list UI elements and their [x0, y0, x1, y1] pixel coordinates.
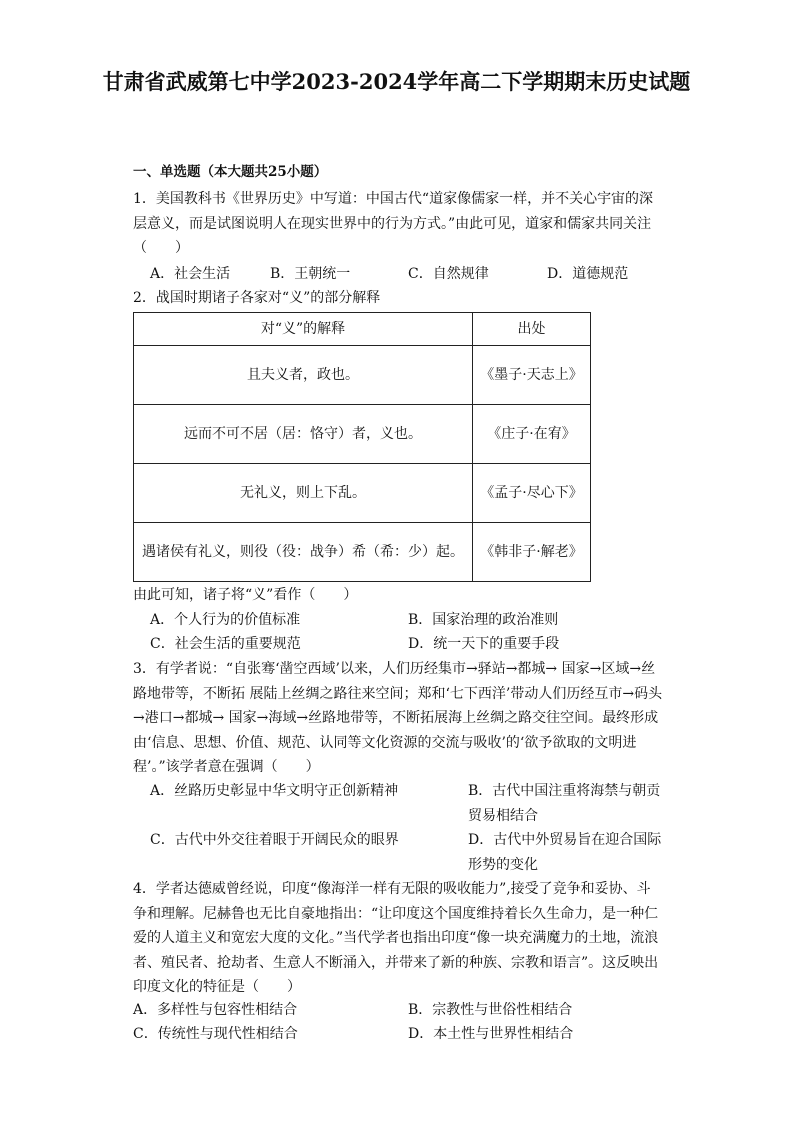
- table-cell-source: 《墨子·天志上》: [473, 346, 591, 405]
- question-2-options: [150, 608, 670, 658]
- question-2-stem: 2．战国时期诸子各家对“义”的部分解释: [133, 290, 381, 306]
- table-cell-definition: 且夫义者，政也。: [134, 346, 473, 405]
- table-row: [134, 346, 591, 405]
- table-cell-definition: 远而不可不居（居：恪守）者，义也。: [134, 405, 473, 464]
- option-a: A．社会生活: [150, 266, 231, 282]
- option-c: C．传统性与现代性相结合: [133, 1026, 298, 1042]
- definition-table: [133, 312, 591, 582]
- option-d: D．统一天下的重要手段: [408, 636, 560, 652]
- question-1: [133, 187, 663, 261]
- option-b: B．古代中国注重将海禁与朝贡贸易相结合: [468, 783, 661, 824]
- option-c: C．社会生活的重要规范: [150, 636, 301, 652]
- option-d: D．本土性与世界性相结合: [408, 1026, 574, 1042]
- question-1-options: [150, 262, 670, 287]
- option-b: B．王朝统一: [270, 266, 351, 282]
- question-3-stem: 3．有学者说：“自张骞‘凿空西域’以来，人们历经集市→驿站→都城→ 国家→区域→丝路地带等，不断拓 展陆上丝绸之路往来空间；郑和‘七下西洋’带动人们历经互市→码头→港口→都城→ 国家→海域→丝路地带等，不断拓展海上丝绸之路交往空间。最终形成由‘信息、思想、价值、规范、认同等文化资源的交流与吸收’的‘欲予欲取的文明进程’。”该学者意在强调（ ）: [133, 661, 663, 775]
- option-c: C．古代中外交往着眼于开阔民众的眼界: [150, 832, 399, 848]
- table-header-source: 出处: [473, 313, 591, 346]
- question-2-followup: 由此可知，诸子将“义”看作（ ）: [133, 587, 358, 603]
- table-row: [134, 523, 591, 582]
- table-cell-source: 《庄子·在宥》: [473, 405, 591, 464]
- option-a: A．丝路历史彰显中华文明守正创新精神: [150, 783, 399, 799]
- option-b: B．宗教性与世俗性相结合: [408, 1002, 573, 1018]
- option-d: D．古代中外贸易旨在迎合国际形势的变化: [468, 832, 662, 873]
- question-3-options: [150, 779, 665, 879]
- option-b: B．国家治理的政治准则: [408, 612, 559, 628]
- table-cell-definition: 遇诸侯有礼义，则役（役：战争）希（希：少）起。: [134, 523, 473, 582]
- table-cell-source: 《韩非子·解老》: [473, 523, 591, 582]
- option-a: A．个人行为的价值标准: [150, 612, 301, 628]
- option-d: D．道德规范: [547, 266, 629, 282]
- option-a: A．多样性与包容性相结合: [133, 1002, 298, 1018]
- section-heading: 一、单选题（本大题共25小题）: [133, 164, 328, 180]
- table-row: [134, 405, 591, 464]
- table-cell-source: 《孟子·尽心下》: [473, 464, 591, 523]
- table-row: [134, 464, 591, 523]
- question-1-stem: 1．美国教科书《世界历史》中写道：中国古代“道家像儒家一样，并不关心宇宙的深层意义，而是试图说明人在现实世界中的行为方式。”由此可见，道家和儒家共同关注（ ）: [133, 191, 654, 256]
- table-header-definition: 对“义”的解释: [134, 313, 473, 346]
- option-c: C．自然规律: [408, 266, 489, 282]
- page-title: 甘肃省武威第七中学2023-2024学年高二下学期期末历史试题: [102, 69, 691, 94]
- question-4-options: [133, 998, 663, 1048]
- question-4-stem: 4．学者达德威曾经说，印度“像海洋一样有无限的吸收能力”,接受了竞争和妥协、斗争和理解。尼赫鲁也无比自豪地指出：“让印度这个国度维持着长久生命力，是一种仁爱的人道主义和宽宏大度的文化。”当代学者也指出印度“像一块充满魔力的土地，流浪者、殖民者、抢劫者、生意人不断涌入，并带来了新的种族、宗教和语言”。这反映出印度文化的特征是（ ）: [133, 881, 659, 995]
- table-cell-definition: 无礼义，则上下乱。: [134, 464, 473, 523]
